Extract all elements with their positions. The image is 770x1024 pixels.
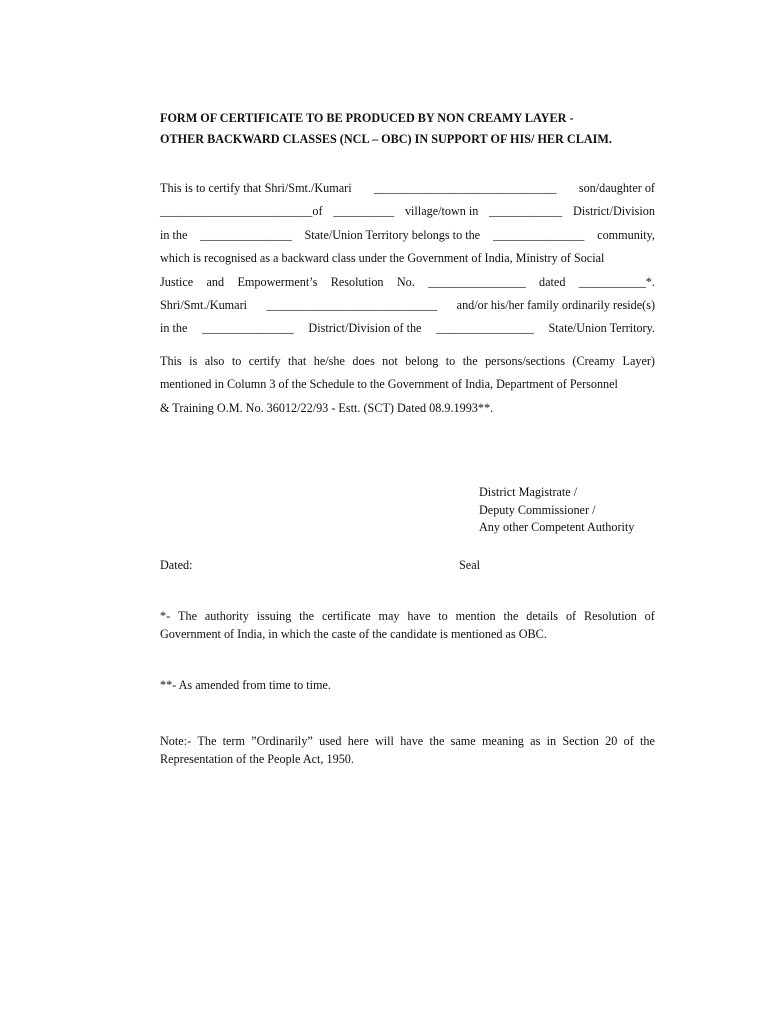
text-segment: son/daughter of <box>578 181 655 195</box>
text-segment: the <box>640 734 655 748</box>
text-segment: Resolution <box>330 274 384 289</box>
text-segment: is <box>189 354 198 368</box>
text-segment: to <box>231 354 242 368</box>
text-segment: village/town in <box>404 204 479 219</box>
text-segment: to <box>445 354 456 368</box>
footnote2-text: **- As amended from time to time. <box>160 678 331 692</box>
note-ordinarily <box>160 733 655 768</box>
text-segment: ______________________________ <box>373 181 557 195</box>
footnote1-line-1 <box>160 608 655 626</box>
certify-line-4 <box>160 247 655 270</box>
certificate-title <box>160 108 660 150</box>
creamy-line-1 <box>160 350 655 373</box>
text-segment: & Training O.M. No. 36012/22/93 - Estt. (SCT) Dated 08.9.1993**. <box>160 400 494 415</box>
text-segment: community, <box>597 227 655 242</box>
text-segment: ____________________________ <box>266 297 438 312</box>
text-segment: This is to certify that Shri/Smt./Kumari <box>160 181 352 195</box>
text-segment: Note:- <box>160 734 192 748</box>
text-segment: term <box>222 734 245 748</box>
dated-label: Dated: <box>160 558 193 572</box>
text-segment: and/or his/her family ordinarily reside(s) <box>456 297 655 312</box>
text-segment: also <box>204 354 225 368</box>
text-segment: which is recognised as a backward class under the Government of India, Ministry of Social <box>160 251 605 266</box>
text-segment: he/she <box>313 354 345 368</box>
note-line-2: Representation of the People Act, 1950. <box>160 751 354 766</box>
text-segment: certify <box>248 354 281 368</box>
text-segment: the <box>299 609 315 623</box>
certify-line-2 <box>160 200 655 223</box>
text-segment: ________________ <box>436 321 534 336</box>
text-segment: No. <box>396 274 415 289</box>
text-segment: _______________ <box>200 227 292 242</box>
text-segment: Empowerment’s <box>237 274 318 289</box>
text-segment: authority <box>204 609 249 623</box>
text-segment: to <box>438 609 448 623</box>
authority-signature-block <box>479 484 634 537</box>
text-segment: _______________ <box>202 321 294 336</box>
text-segment: Justice <box>160 274 194 289</box>
text-segment: _______________ <box>492 227 585 242</box>
text-segment: The <box>178 609 197 623</box>
text-segment: of <box>623 734 634 748</box>
text-segment: have <box>400 734 424 748</box>
text-segment: District/Division of the <box>308 321 422 336</box>
text-segment: Shri/Smt./Kumari <box>160 297 248 312</box>
text-segment: _________________________of <box>160 204 323 219</box>
title-line-2: OTHER BACKWARD CLASSES (NCL – OBC) IN SUPPORT OF HIS/ HER CLAIM. <box>160 132 612 146</box>
note-line-1 <box>160 733 655 751</box>
certify-line-6 <box>160 294 655 317</box>
certification-paragraph <box>160 177 655 341</box>
text-segment: dated <box>539 274 566 289</box>
text-segment: meaning <box>481 734 524 748</box>
text-segment: ___________*. <box>578 274 655 289</box>
certify-line-7 <box>160 317 655 340</box>
footnote-amended <box>160 677 655 695</box>
text-segment: details <box>526 609 559 623</box>
text-segment: may <box>378 609 400 623</box>
text-segment: not <box>382 354 398 368</box>
text-segment: Resolution <box>583 609 637 623</box>
text-segment: and <box>206 274 225 289</box>
authority-line-1: District Magistrate / <box>479 485 578 499</box>
text-segment: have <box>407 609 431 623</box>
text-segment: persons/sections <box>485 354 565 368</box>
text-segment: certificate <box>321 609 371 623</box>
text-segment: 20 <box>605 734 618 748</box>
creamy-layer-paragraph <box>160 350 655 420</box>
text-segment: Section <box>562 734 599 748</box>
text-segment: that <box>288 354 307 368</box>
text-segment: used <box>319 734 342 748</box>
authority-line-3: Any other Competent Authority <box>479 520 635 534</box>
text-segment: Layer) <box>622 354 655 368</box>
text-segment: District/Division <box>573 204 655 219</box>
text-segment: State/Union Territory belongs to the <box>304 227 481 242</box>
creamy-line-3 <box>160 397 655 420</box>
text-segment: does <box>352 354 375 368</box>
text-segment: ”Ordinarily” <box>251 734 313 748</box>
text-segment: (Creamy <box>572 354 616 368</box>
text-segment: State/Union Territory. <box>548 321 655 336</box>
seal-label: Seal <box>459 558 480 572</box>
footnote1-line-2: Government of India, in which the caste of the candidate is mentioned as OBC. <box>160 626 547 641</box>
text-segment: same <box>450 734 476 748</box>
text-segment: the <box>503 609 519 623</box>
text-segment: of <box>644 609 655 623</box>
text-segment: the <box>429 734 445 748</box>
authority-line-2: Deputy Commissioner / <box>479 502 596 517</box>
text-segment: will <box>374 734 394 748</box>
text-segment: as <box>530 734 541 748</box>
footnote-resolution <box>160 608 655 643</box>
certify-line-1 <box>160 177 655 200</box>
text-segment: in <box>546 734 557 748</box>
text-segment: mention <box>455 609 496 623</box>
text-segment: The <box>197 734 217 748</box>
text-segment: in the <box>160 227 188 242</box>
text-segment: ________________ <box>428 274 526 289</box>
creamy-line-2 <box>160 373 655 396</box>
text-segment: issuing <box>256 609 292 623</box>
text-segment: mentioned in Column 3 of the Schedule to the Government of India, Department of Personnel <box>160 377 618 392</box>
text-segment: ____________ <box>489 204 563 219</box>
text-segment: *- <box>160 609 171 623</box>
text-segment: __________ <box>333 204 395 219</box>
certify-line-5 <box>160 271 655 294</box>
text-segment: in the <box>160 321 188 336</box>
text-segment: belong <box>405 354 439 368</box>
text-segment: here <box>347 734 369 748</box>
text-segment: of <box>565 609 577 623</box>
title-line-1: FORM OF CERTIFICATE TO BE PRODUCED BY NON CREAMY LAYER - <box>160 111 574 125</box>
text-segment: This <box>160 354 182 368</box>
text-segment: the <box>462 354 478 368</box>
certify-line-3 <box>160 224 655 247</box>
